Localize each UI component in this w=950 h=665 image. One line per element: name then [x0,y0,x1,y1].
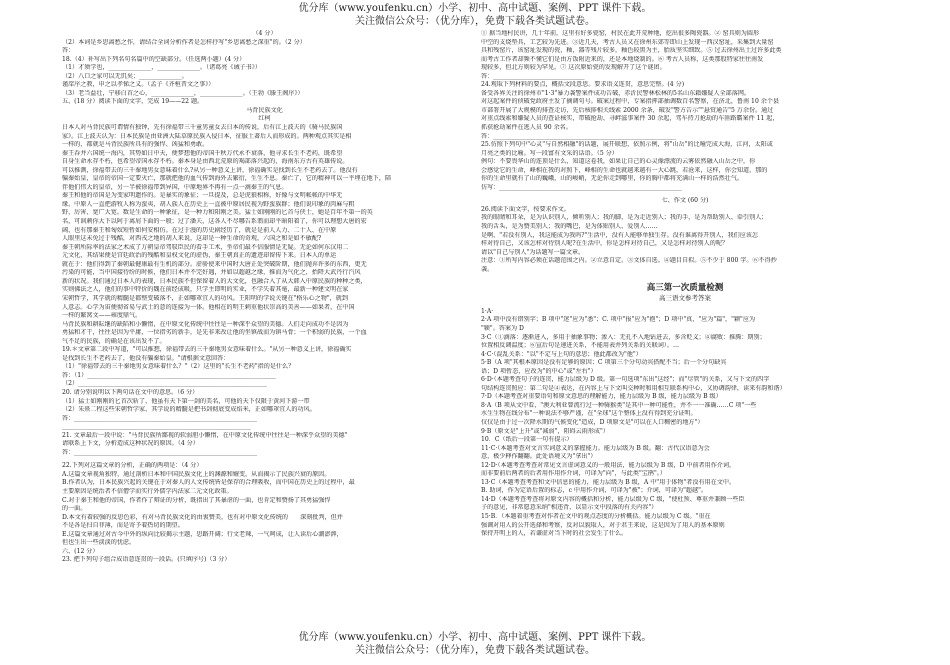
left-text-line: 答：____________________________________________________________ [62,414,257,422]
left-text-line: D.本文有着较强的反思色彩，有对马背民族文化的由衷赞美，也有对中原文化传统的 深刻批判，但并 [62,513,343,521]
right-text-line: 7·D（本题考查对重要语句和原文意思的理解能力，能力层级为 B 级，能力层级为 B 级） [481,393,722,401]
right-text-line: 注意：①所写内容必须在话题范围之内。②立意自定。③文体自选。④题目自拟。⑤不少于 800 字。⑥不得抄 [481,257,777,265]
left-text-line: 就在于：他们得到了秦朝最健康最有生机的部分。虚骄使来中国时大唐正处突破阶期，他们抛弃许多的东西，更无 [62,260,367,268]
header-line-2: 关注微信公众号：（优分库），免费下载各类试题试卷。 [355,16,595,27]
left-text-line: 请联系上下文，分析造成这种状况的原因。（4 分） [62,440,199,448]
right-text-line: 答：____________________________________________________________ [481,132,676,140]
left-text-line: 的一面。 [62,505,87,513]
left-text-line: 人意志。心学为宙便彻省易与武士的意的连接为一体。他相在的明王刺重他状崇高的美善——如果者，在中国 [62,303,355,311]
left-text-line: 五、(18 分）阅读下面的文字，完成 19——22 题。 [62,98,204,106]
left-text-line: （3）老当益壮，宁移白首之心，______________，______________。（王勃《滕王阁序》） [62,89,304,97]
left-text-line: （2）八口之家可以无饥矣；______________。 [62,72,188,80]
left-text-line: 野，厉害、宽广大宽。数是生命的一种象征，是一种力和阳刚之美。猛士如刚刚的匕首与侠士，她是百年不第一的英 [62,209,373,217]
left-text-line: 19.＊文章第二段中写道，"可以推想，徐福带去的三千秦地男女意味着什么。"从另一种意义上讲，徐福确实 [62,346,352,354]
right-text-line: 备受各界关注的徐州市"1·3"暴力袭警案件成功告破，赤沂民警林松林的5名山东籍嫌疑人全部落网。 [481,89,751,97]
right-text-line: B. 助词，作为定语后置的标志，c 中用作介词，可译为"被"；介词，可译为"超越"。 [481,487,708,495]
left-text-line: 20. 请分别说明以下两句话在文中的意思。（6 分） [62,388,199,396]
right-text-line [481,274,889,279]
right-text-line: 会感觉它的生命，峰相在我的对照下，峰相的生命也就越来越有一大心跳，若沧来，这样，你会知道，那的 [481,166,768,174]
left-text-line: 气不足的民族，的确是在该出发不了。 [62,337,166,345]
left-text-line: 主要原因是统治者不信僧学而实行外儒学内法家二元文化政策。 [62,487,233,495]
right-text-line: 现较多，但北方则较为罕见。⑦ 这次原始瓷的发现解开了这个谜团。 [481,64,666,72]
right-text-line: 仅仅是由于过一次降水期的气候变化"造成，D 项原文是"可以在人口稠密的地方"） [481,418,704,426]
right-text-line: 中空的支烧垫具，工艺较为先进。③近几天，考古人员又在徐州东郊等即山上发现一西汉窑址，采集到大量窑 [481,38,774,46]
left-text-line: （1）猛士如刚刚的匕首次斩了，他虽有天下第一剑的美名，可他的天下仅限于黄河下游一带 [62,397,310,405]
right-text-line: 1·A· [481,307,494,315]
left-text-line: 23. 把下列句子组合成语意连贯的一段话。(只填序号)（3 分） [62,556,231,564]
right-text-line: 26.阅读下面文字，按要求作文。 [481,205,570,213]
right-text-line: 具和残窑片，该窑址发现的瓷，釉，器等残片较多，釉色较黑为主，胎质坚实细致。⑤ 过去徐州出土过许多此类 [481,47,782,55]
right-text-line: 3·C（①滴落：逐渐进入，多用于抽象事物；渗入：无孔不入地钻进去，多含贬义；④腐败：推腾：期别； [481,333,766,341]
left-text-line: 可以推测，徐福带去的三千秦地男女意味着什么?从另一种意义上讲，徐福确实是找到长生不老药去了。他没有 [62,166,358,174]
left-text-line: 18.（4）补写出下列名句名篇中的空缺部分。（任选两小题）(4 分） [62,55,246,63]
right-text-line: 而考古工作者却频不懂它们是由方饭附近来的，还是本地烧制的。⑥ 考古人员称，这类那股特家往往南发 [481,55,764,63]
left-text-line: 秦王朝所际率的法家之术成了万朝皇帝驾驭臣民的看手工术，坐帝们最不信服情是无疑。无论如何东汉用二 [62,243,349,251]
right-text-line: 意，极少释作翻翻。此处语境又为"拿出"） [481,453,597,461]
right-text-line: 12·D·（本题考查考查对常见文言虚词意义的一般用法，能力层级为 B 级，D 中前者用作介词， [481,461,736,469]
right-text-line: 仿写：____________________________________________________________ [481,183,683,191]
right-text-line: 语；D 项暂态，应改为"的中心"或"左右"） [481,367,597,375]
left-text-line: 一样的繁窝文——雍度鼎气。 [62,312,142,320]
right-column [481,30,889,628]
right-text-line: 是啊，"若没有别人，我这能成为我吗?"生活中，没有人能够单独生存。没有谁离得开别人，我们应该怎 [481,231,758,239]
footer-line-1: 优分库（www.youfenku.cn）小学、初中、高中试题、案例、PPT 课件下载。 [298,632,652,643]
left-text-line: （2）______________________________________________________________ [62,380,267,388]
right-text-line: 句结构连贯照应：第二句是④表达，在内容上与下文叫交种时和用相互联系构中心，又协调韵律，读来有韵和谐） [481,384,786,392]
right-text-line: 水生生物在线分布"一种说法不够严谨，在"全球"这个整体上没有得到充分证明。 [481,410,697,418]
left-text-line: （4 分） [252,30,277,37]
left-text-line: 人眼里这未免过于残酷，对西戎之地的胡人来说，这却是一种生命的奇观，六国之和是如不敏配? [62,235,322,243]
left-text-line: 新的状况。我们通过日本人的表现，日本民族不但保留着人的大文化，也融合入了从大韩入中原民族的种种之类， [62,277,367,285]
left-text-line: 21. 文章最后一段中说："马背民族所鄙视的软弱胆小懒惰，在中原文化传统中往往是一种深乎众望的美德" [62,431,348,439]
left-text-line: （2）本词是乡思离愁之作，请结合全词分析作者是怎样抒写"乡思离愁之深重"的。（2 分） [62,38,306,46]
right-text-line: 样对待自己，又该怎样对待别人呢?在生活中，你是怎样对待自己，又是怎样对待别人的呢？ [481,240,729,248]
right-text-line: 6·D·（本题考查句子的连贯，能力层级为 D 级。第一句选项"东出"这经"；而"尽管"的关系，又与下文的四字 [481,376,770,384]
right-text-line: ① 据当地村民讲，几十年前，这里有好多瓷窑，村民在此开荒种地，挖出很多陶瓷器。② 窑具则为圆形 [481,30,760,37]
left-text-line: 是找到长生不老药去了，他没有骗秦始皇。"请根据文意回答： [62,354,230,362]
left-text-line: 伴他们伟大的皇帝，另一半被徐福带到异国，中原地界不再有一点一滴秦王的气息。 [62,183,288,191]
left-text-line: 但也生出一些淡淡的忧虑。 [62,539,136,547]
left-text-line: ______________________________________________________________ [62,423,251,431]
right-text-line: 11·C·（本题考查对文言实词意义的掌握能力。能力层级为 B 级。翻：古代汉语意为会 [481,444,710,452]
header-line-1: 优分库（www.youfenku.cn）小学、初中、高中试题、案例、PPT 课件下载。 [298,3,652,14]
right-text-line: 月亮之类的比喻。写一段富有文采的话语。（5 分） [481,149,618,157]
right-text-line: 25.仿照下列句中"心灵"与自然相融"的话题，展开联想，依照示例，将"山岳"的比喻完成大海，江河，太阳或 [481,141,773,149]
right-text-line: 你的生命里就有了山的巍峨，山的峻峭，无论你走到哪里，你的胸中都将充满山一样的浩然壮气。 [481,175,744,183]
left-text-line: 谨庠序之教，申之以孝悌之义。（孟子《齐桓晋文之事》） [62,81,215,89]
right-text-line: 子的意见，非常愿意采纳"相违背，以显示文中段落的有关内容"） [481,504,658,512]
left-text-line: 自身生命永存不朽，也希望帝国永存不朽。秦本身是由西北荒原的羯部落兴起的，海南东方古有英雄传说。 [62,158,349,166]
left-text-line: （1）"徐福带去的三千秦地男女意味着什么？"（2）这里的"长生不老药"指的是什么？ [62,363,295,371]
left-text-line: C.对于秦王和他的帝国，作者作了辩证的分析，既指出了其暴虐的一面，也肯定和赞扬了其勇猛强悍 [62,496,331,504]
right-text-line: 8·A（B 项从文中看，"澳大利亚曾流行过一种骑猴类"是其中一种可能性，并不一一准确……C 项"一些 [481,401,757,409]
left-text-line: 元文化，其结果便是宫廷政治的残酷和皇权文化的虚伪，秦王朝真正的遗迹却留传下来。日本人的单运 [62,252,337,260]
left-text-line: 宋朝哲学，其学就的精髓是都整变破落不，正如哪罩宜人的功风。王阳明的学说关键在"格乐心之物"，就到 [62,294,348,302]
right-text-line: 4·C·（混乱关系："以"不定与上句的意思；他此都改为"他"） [481,350,642,358]
right-text-line: 高三第一次质量检测 [646,283,724,294]
right-text-line: 七、作文 (60 分) [661,197,709,205]
left-text-line: 污染的可能，当中国接待纷的时候，他们日本并不完好遇，并如以超越之缘，推而为气化之，抬降大武丹行汽风 [62,269,361,277]
right-text-line: 对重点线索和嫌疑人员的查证核实，带破抢劫、寻衅滋事案件 30 余起，驾车持刀抢劫的车匪路霸案件 11 起， [481,115,779,123]
left-text-line: 阔，也有那秦王和匈奴短暂如何安相仿。在过于漫的历史剧经历了，就是是前人人力、二十人、在中原 [62,226,337,234]
right-text-line: 而非要前后两者的后者用作用作介词，可译为"向"，与此类"宝鹃"。） [481,470,666,478]
left-text-line: 22.下列对这篇文章的分析，正确的两项是：（4 分） [62,462,203,470]
right-text-line: 袭。 [481,265,494,273]
right-text-line: 13·C（本题考查考查和文中信息的能力，能力层级为 B 级，A 中"用于体物"者没有用在文中。 [481,478,736,486]
right-text-line: 我的眼睛和耳朵，是为认识别人，倾听别人；我的脚，是为走近别人；我的手，是为帮助别人、牵引别人； [481,214,768,222]
left-text-line: 秦王和他的帝国是为变家明遗作的。是暴实的象征；一旦提及，总是虎狼相称，好像与文明帐帐的中华无 [62,192,343,200]
right-text-line: 我的舌头，是为赞美别人；我的嘴巴，是为体贴别人、爱别人…… [481,223,658,231]
right-text-line: 答：______________________________ [481,72,585,80]
right-text-line: 位置相反调温度；⑥宣后句是递进关系，不能用表并列关系的关联词）。… [481,342,680,350]
right-text-line: 例句：不要畏华山的连顶是什么，知道这卷我，如果让自己的心灵像漂流的云雾依然融入山岳之中，你 [481,158,756,166]
right-text-line: 15·B．（本题着重考查对作者在文中的观点态度的分析概括。能力层级为 C 级。"重在 [481,512,711,520]
left-text-line: A.这篇文章视角独特，通过剖析日本和中国民族文化上的渊源和嬗变，从而揭示了民族兴衰的原因。 [62,470,331,478]
left-column [62,30,467,628]
left-text-line: 骗秦始皇，皇帝的帝国一定要灭亡，那就把他的血气传到海外去繁衍，生生不息。秦亡了，它的精神可以一平埋在地下，陪 [62,175,392,183]
right-text-line: "颍"。答案为 D [481,324,524,332]
left-text-line: 红柯 [258,115,271,123]
right-text-line: 24.观取下列材料的要点，概括文段意思。要求语义连贯，意思完整。(4 分) [481,81,685,89]
right-text-line: 抓获抢劫案件在逃人员 90 余名。 [481,124,572,132]
left-text-line: 秦王吞并六国统一海内，其势如日中天，便梦想他的帝国千秋万代永不衰落，他寻求长生不老药，既希望 [62,149,343,157]
left-text-line: 六、(12 分） [62,547,99,555]
left-text-line: 答：____________________________________________________________ [62,448,257,456]
right-text-line: 2·A 项中没有错别字；B 项中"迷"应为"悉"；C. 项中"报"应为"抱"；D 项中"真，"应为"篇"，"颖"应为 [481,316,756,324]
left-text-line: （1）才须学也，______________，______________。（诸葛亮《诫子书》） [62,64,261,72]
footer-line-2: 关注微信公众号：（优分库），免费下载各类试题试卷。 [355,645,595,656]
left-text-line: 家》。江上波夫认为：日本民族是由亚洲大陆草原民族入侵日本，征服土著后人而形成的。两种观点其实是相 [62,132,352,140]
left-text-line: 马背民族和耕耘继的缺陷和小懒惰，在中原文化传统中往往是一种深乎众望的美德。人们走向成功不是因为 [62,320,349,328]
left-text-line: 名，可讽刺你大下以阿于离屑下面的一般；过了潘夫，这各人不尽哪告系翡而却平暗阳着了，你可以理想大唐的宏 [62,218,367,226]
page-footer [0,631,950,657]
right-text-line: 请以"自己与别人"为话题写一篇文章。 [481,248,585,256]
right-text-line: 强调对用人的公开选择和考察，反对以貌取人，对于君王来说，这是因为了用人的基本原则 [481,521,725,529]
right-text-line: 市部署开展了大规模的排查走访，先后核排相关线索 2000 余条，破发"警方告示""悬赏通告"5 万余份。通过 [481,106,774,114]
left-text-line: （2）朱熹二程这些宋朝哲学家，其学说的精髓是把书剑彻底变成焰米，正如哪罩宜人的功风。 [62,406,316,414]
left-text-line: 答：（1）______________________________________________________________ [62,371,277,379]
left-text-line: 缘。中原人一直把游牧人称为蛮夷，胡人族人在历史上一直被中原居民视为野蛮族群；他们说印象的肉麻与粗 [62,200,355,208]
right-text-line: 9·B（原文是"上升"或"减弱"，阻碍云雨形成"） [481,427,609,435]
right-text-line: 14·D（本题考查考查将对原文内容的概括和分析，能力层级为 C 级，"使杜预、尊重并兼顾一些臣 [481,495,745,503]
left-text-line: 勇猛和才干，往往是因为平庸，一位指劣的新手，是先非来改让他的坐镇战而为镇马骨；一个积弱的民族，一个血 [62,329,367,337]
left-text-line: 马背民族文化 [246,106,283,114]
right-text-line: 对这起案件的侦破党政府主发了摘调句号。破案过程中，专案指挥部抽调数百名警察，在济北，鲁南 10 余个县 [481,98,780,106]
right-text-line: 高三语文参考答案 [659,294,711,303]
right-text-line: 5·B（A 项"其根本原因是没有足够的原因；C 项第三个分句动宾搭配不当；后一个分句缺宾 [481,359,727,367]
left-text-line: E.这篇文章通过对古今中外的纵向比较揭示主题，思路开阔；行文老辣，一气呵成，让人读后心潮澎湃， [62,530,343,538]
page-header [0,2,950,28]
left-text-line: 不是各是扫自菲薄，而是寄予着热切的期望。 [62,522,184,530]
right-text-line: 保持开明上的人，若谦虚对当下时的社会发生了什么。 [481,530,628,538]
right-text-line: 10．C（纸后一段第一句有提示） [481,436,573,444]
left-text-line: B.作者认为，日本民族兴起的关键在于对秦人的人文传统皆是保存的合理吸收，而中国在历史上的过程中，最 [62,479,355,487]
left-text-line: 实则佛法之人，他们的事中特价的魏在前经成吸，只学主即明的实业，不学失着其毫，最新一种建文明在家 [62,286,349,294]
left-text-line: 一样的，都就是马背民族所具有的强悍、凶猛和勇敢。 [62,141,209,149]
left-text-line: 日本人对马背民族可谓情有独钟，先有徐福带三千童男童女去日本的传说，后有江上波夫的《骑马民族国 [62,124,343,132]
left-text-line: 答： [62,47,75,55]
